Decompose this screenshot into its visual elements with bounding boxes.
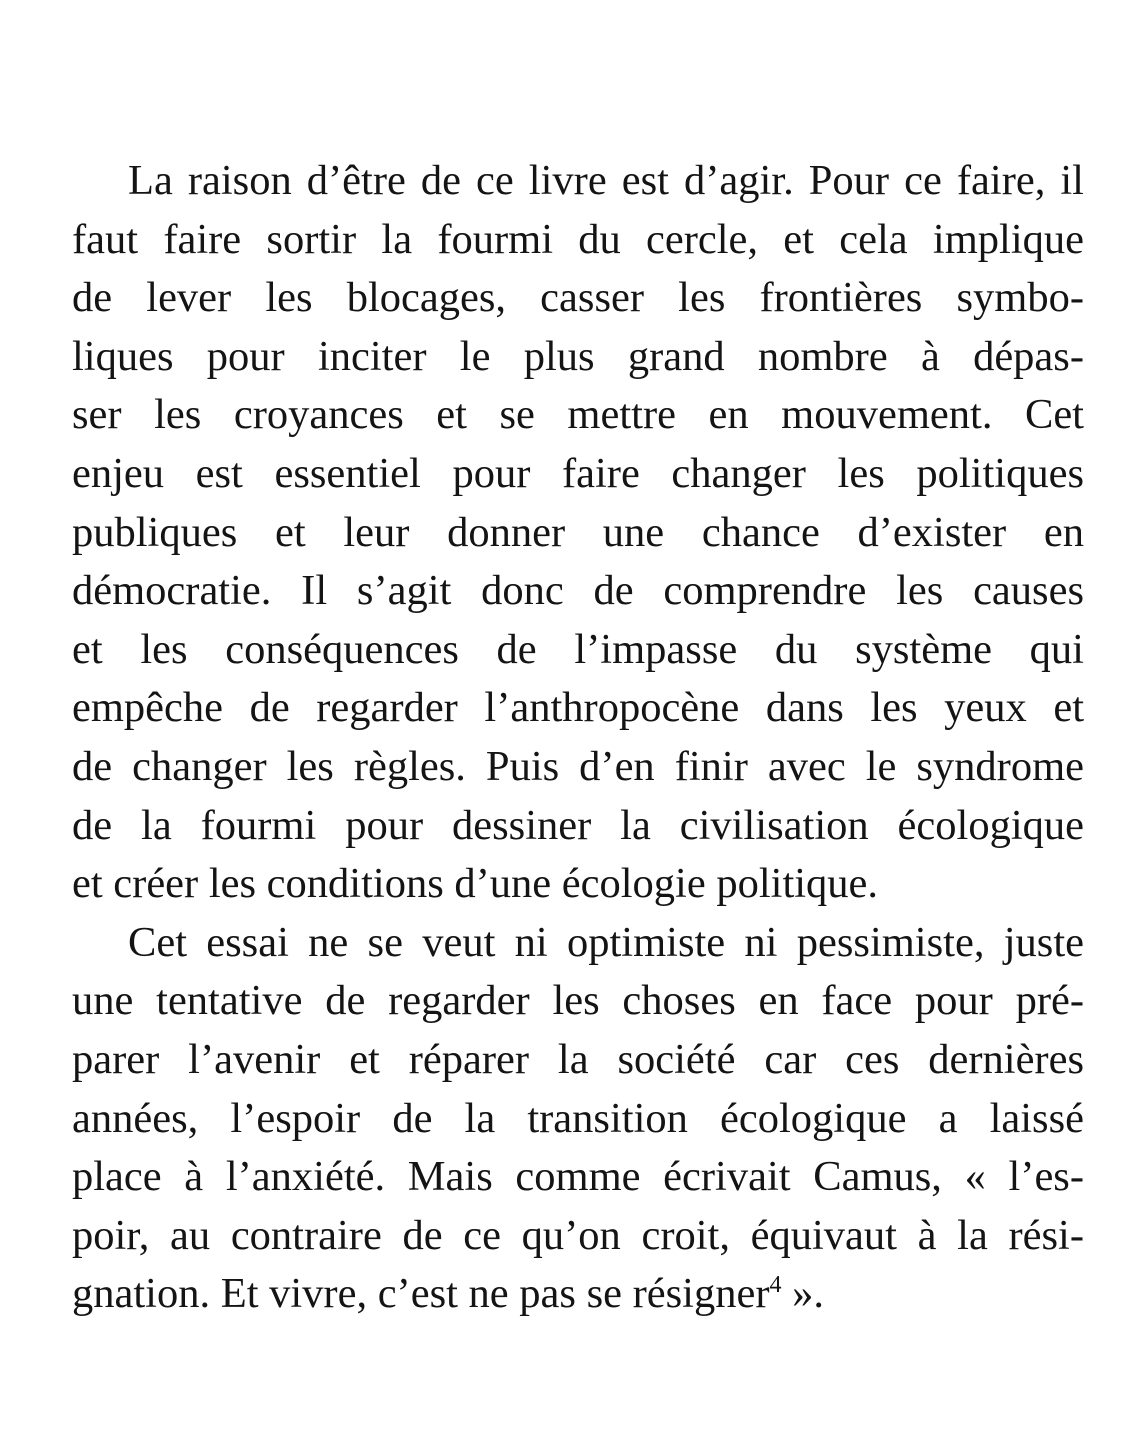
paragraph-1: [72, 152, 1084, 914]
text-line: et les conséquences de l’impasse du système qui: [72, 625, 1084, 673]
text-line: parer l’avenir et réparer la société car ces dernières: [72, 1035, 1084, 1083]
text-line: enjeu est essentiel pour faire changer les politiques: [72, 449, 1084, 497]
text-line: empêche de regarder l’anthropocène dans les yeux et: [72, 684, 1084, 732]
text-line: La raison d’être de ce livre est d’agir. Pour ce faire, il: [128, 157, 1084, 204]
text-line: et créer les conditions d’une écologie politique.: [72, 860, 879, 908]
text-line: poir, au contraire de ce qu’on croit, équivaut à la rési-: [72, 1211, 1084, 1259]
text-line: une tentative de regarder les choses en face pour pré-: [72, 977, 1084, 1025]
text-line: années, l’espoir de la transition écologique a laissé: [72, 1094, 1084, 1142]
text-line: démocratie. Il s’agit donc de comprendre les causes: [72, 567, 1084, 615]
text-line: de la fourmi pour dessiner la civilisation écologique: [72, 801, 1084, 849]
text-line: Cet essai ne se veut ni optimiste ni pessimiste, juste: [128, 918, 1084, 966]
body-text: [72, 152, 1084, 1324]
text-line: de lever les blocages, casser les frontières symbo-: [72, 274, 1084, 322]
text-line-final: [72, 1265, 1084, 1324]
footnote-marker: 4: [769, 1272, 782, 1299]
text-line: place à l’anxiété. Mais comme écrivait Camus, « l’es-: [72, 1153, 1084, 1201]
text-line: ser les croyances et se mettre en mouvement. Cet: [72, 391, 1084, 439]
closing-quote: ».: [781, 1270, 824, 1318]
text-line: de changer les règles. Puis d’en finir avec le syndrome: [72, 742, 1084, 790]
text-line: publiques et leur donner une chance d’exister en: [72, 508, 1084, 556]
paragraph-2: [72, 914, 1084, 1324]
text-line: liques pour inciter le plus grand nombre à dépas-: [72, 332, 1084, 380]
text-line: faut faire sortir la fourmi du cercle, et cela implique: [72, 215, 1084, 263]
final-line-text: gnation. Et vivre, c’est ne pas se résigner: [72, 1270, 770, 1318]
